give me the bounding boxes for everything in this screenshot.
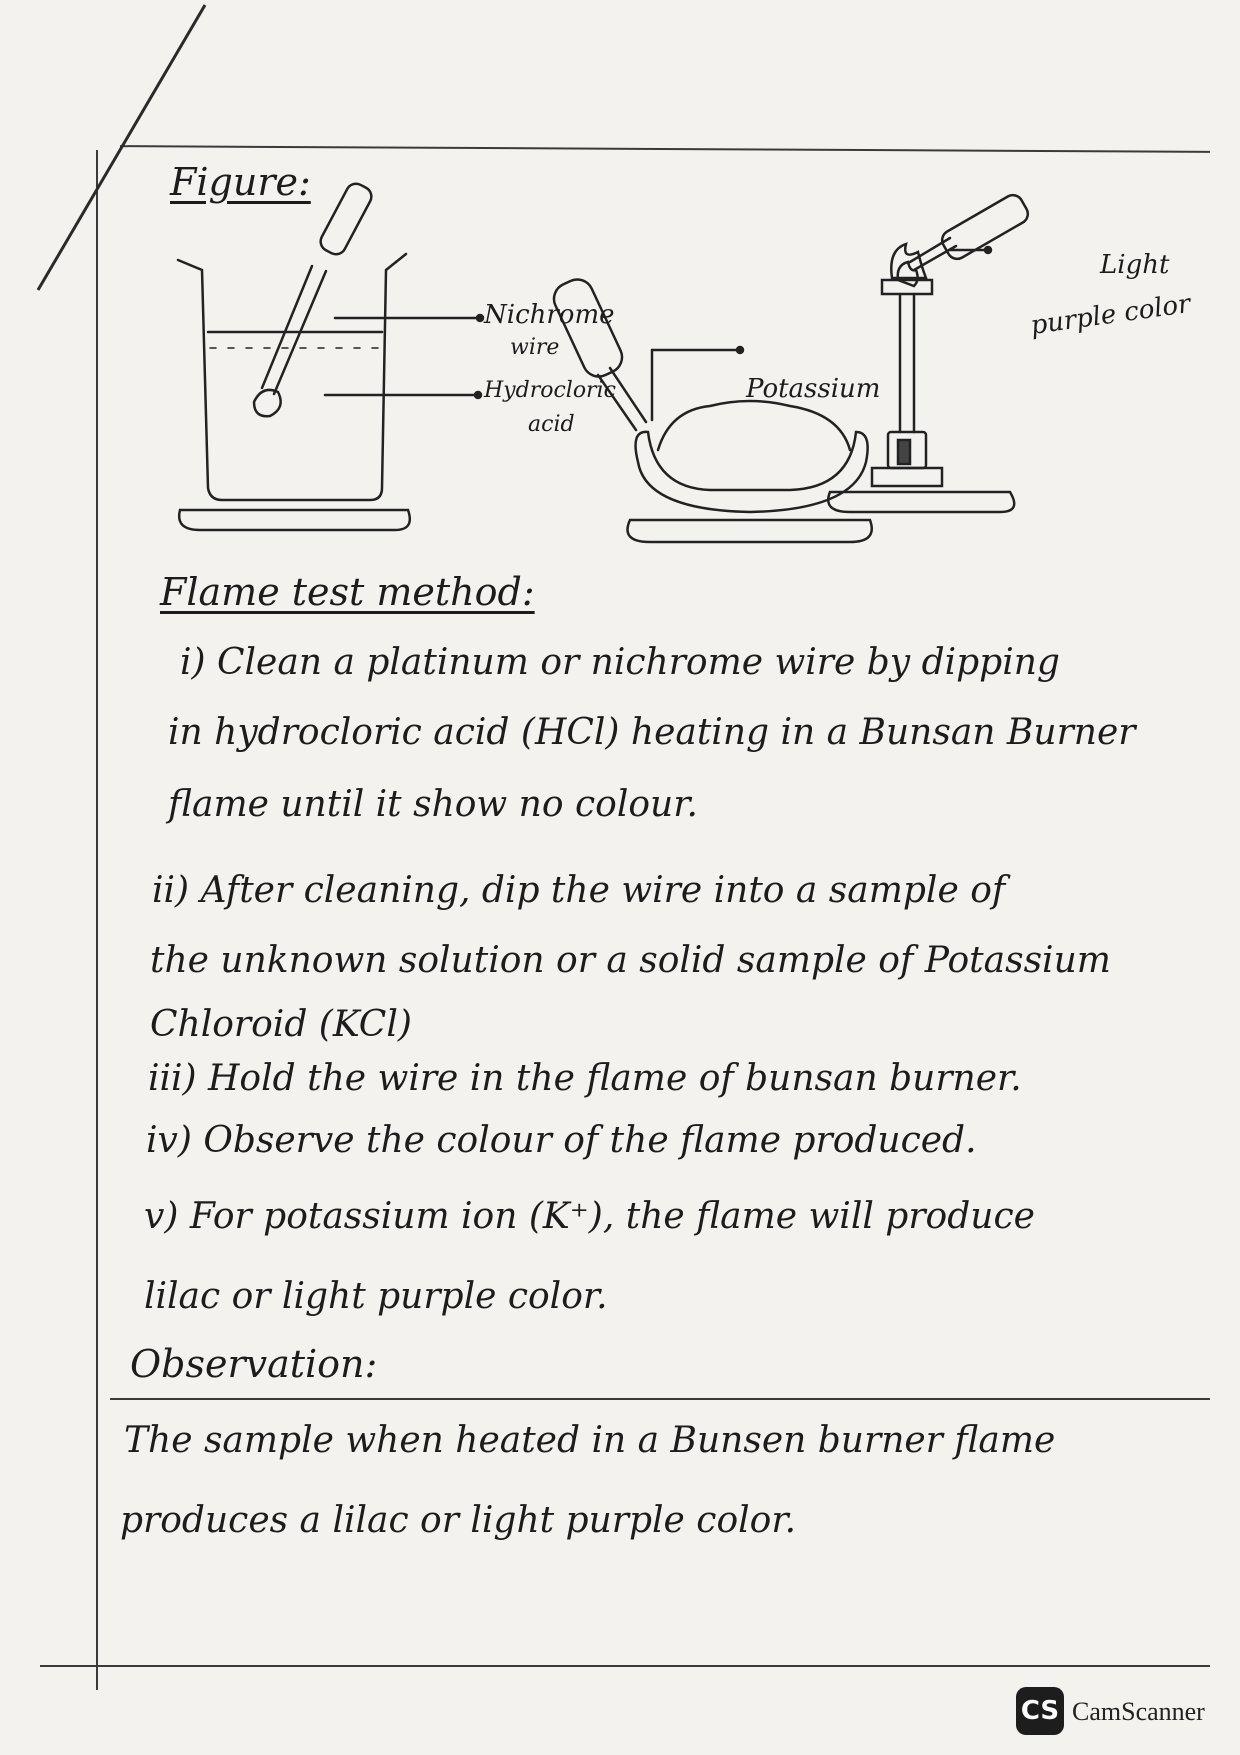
method-line: iii) Hold the wire in the flame of bunsan burner. bbox=[148, 1058, 1022, 1099]
method-line: ii) After cleaning, dip the wire into a sample of bbox=[152, 870, 1006, 911]
dropper-icon bbox=[549, 274, 646, 430]
method-line: v) For potassium ion (K⁺), the flame will produce bbox=[144, 1196, 1035, 1237]
method-line: lilac or light purple color. bbox=[144, 1276, 608, 1317]
observation-heading: Observation: bbox=[130, 1342, 378, 1386]
figure-heading: Figure: bbox=[170, 160, 311, 204]
label-wire: wire bbox=[510, 335, 560, 360]
observation-rule bbox=[110, 1398, 1210, 1400]
camscanner-logo-icon: CS bbox=[1016, 1687, 1064, 1735]
method-line: flame until it show no colour. bbox=[168, 784, 698, 825]
beaker-icon bbox=[178, 254, 410, 530]
label-hydrochloric: Hydrocloric bbox=[484, 378, 616, 403]
method-heading: Flame test method: bbox=[160, 570, 535, 614]
dish-icon bbox=[628, 401, 872, 542]
top-rule bbox=[120, 145, 1210, 153]
observation-line: The sample when heated in a Bunsen burner flame bbox=[124, 1420, 1056, 1461]
label-nichrome: Nichrome bbox=[484, 300, 615, 330]
wire-holder-icon bbox=[910, 192, 1031, 270]
dropper-icon bbox=[254, 180, 375, 416]
method-line: iv) Observe the colour of the flame produced. bbox=[146, 1120, 977, 1161]
method-line: the unknown solution or a solid sample of Potassium bbox=[150, 940, 1111, 981]
method-line: in hydrocloric acid (HCl) heating in a Bunsan Burner bbox=[168, 712, 1136, 753]
bottom-rule bbox=[40, 1665, 1210, 1667]
label-acid: acid bbox=[528, 412, 575, 437]
camscanner-text: CamScanner bbox=[1072, 1697, 1205, 1726]
label-purple-color: purple color bbox=[1028, 288, 1193, 342]
observation-line: produces a lilac or light purple color. bbox=[120, 1500, 797, 1541]
label-potassium: Potassium bbox=[746, 374, 881, 404]
method-line: i) Clean a platinum or nichrome wire by dipping bbox=[180, 642, 1060, 683]
margin-line bbox=[96, 150, 98, 1690]
method-line: Chloroid (KCl) bbox=[150, 1004, 412, 1045]
flame-test-diagram bbox=[150, 170, 1210, 570]
label-light: Light bbox=[1100, 250, 1170, 280]
